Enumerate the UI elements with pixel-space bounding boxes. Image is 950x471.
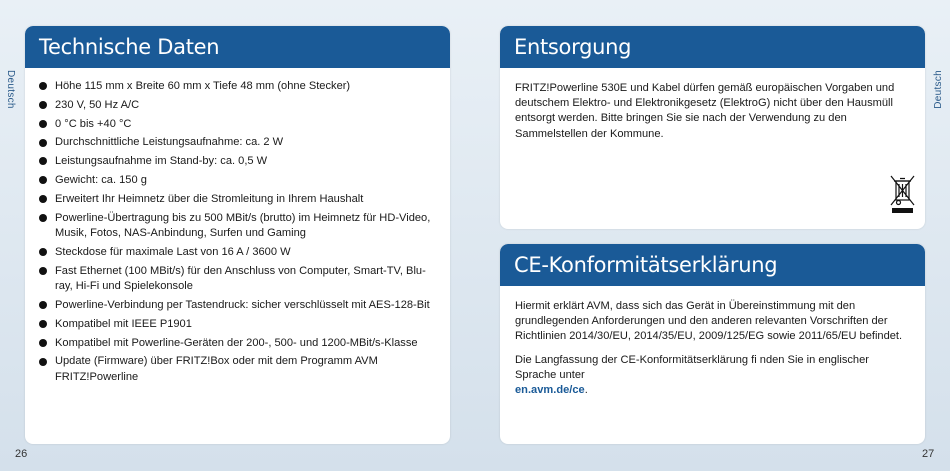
spec-item	[38, 211, 438, 242]
bullet-icon	[39, 358, 47, 366]
spec-item	[38, 245, 438, 261]
spec-item	[38, 298, 438, 314]
spec-item	[38, 79, 438, 95]
spec-text: Kompatibel mit Powerline-Geräten der 200-, 500- und 1200-MBit/s-Klasse	[55, 336, 418, 349]
spec-item	[38, 173, 438, 189]
spec-item	[38, 192, 438, 208]
spec-list	[25, 68, 450, 385]
spec-item	[38, 98, 438, 114]
bullet-icon	[39, 301, 47, 309]
ce-paragraph-2-text: Die Langfassung der CE-Konformitätserklärung fi nden Sie in englischer Sprache unter	[515, 353, 869, 381]
spec-item	[38, 354, 438, 385]
spec-text: 0 °C bis +40 °C	[55, 117, 132, 130]
ce-paragraph-2	[515, 353, 909, 399]
spec-text: Steckdose für maximale Last von 16 A / 3600 W	[55, 245, 291, 258]
bullet-icon	[39, 120, 47, 128]
spec-text: 230 V, 50 Hz A/C	[55, 98, 140, 111]
ce-declaration-title: CE-Konformitätserklärung	[500, 244, 925, 286]
page-number-left: 26	[15, 448, 28, 460]
ce-paragraph-1: Hiermit erklärt AVM, dass sich das Gerät in Übereinstimmung mit den grundlegenden Anforderungen und den anderen relevanten Vorschriften der Richtlinien 2014/30/EU, 2014/35/EU, 2009/125/EG sowie 2011/65/EU befindet.	[515, 300, 903, 343]
bullet-icon	[39, 195, 47, 203]
ce-link-suffix: .	[584, 384, 588, 397]
ce-declaration-card	[500, 244, 925, 444]
bullet-icon	[39, 176, 47, 184]
spec-item	[38, 264, 438, 295]
side-label-left: Deutsch	[5, 70, 16, 109]
bullet-icon	[39, 320, 47, 328]
disposal-card	[500, 26, 925, 229]
bullet-icon	[39, 267, 47, 275]
bullet-icon	[39, 82, 47, 90]
spec-text: Leistungsaufnahme im Stand-by: ca. 0,5 W	[55, 155, 268, 168]
page-number-right: 27	[922, 448, 935, 460]
bullet-icon	[39, 248, 47, 256]
spec-text: Update (Firmware) über FRITZ!Box oder mit dem Programm AVM FRITZ!Powerline	[55, 355, 378, 383]
spec-text: Kompatibel mit IEEE P1901	[55, 317, 192, 330]
spec-text: Powerline-Verbindung per Tastendruck: sicher verschlüsselt mit AES-128-Bit	[55, 298, 430, 311]
spec-text: Höhe 115 mm x Breite 60 mm x Tiefe 48 mm (ohne Stecker)	[55, 80, 351, 92]
bullet-icon	[39, 214, 47, 222]
bullet-icon	[39, 157, 47, 165]
spec-text: Durchschnittliche Leistungsaufnahme: ca. 2 W	[55, 136, 284, 149]
spec-text: Gewicht: ca. 150 g	[55, 173, 147, 186]
spec-text: Fast Ethernet (100 MBit/s) für den Anschluss von Computer, Smart-TV, Blu-ray, Hi-Fi und Spielekonsole	[55, 264, 426, 293]
spec-text: Powerline-Übertragung bis zu 500 MBit/s (brutto) im Heimnetz für HD-Video, Musik, Fotos, NAS-Anbindung, Surfen und Gaming	[55, 211, 431, 240]
spec-text: Erweitert Ihr Heimnetz über die Stromleitung in Ihrem Haushalt	[55, 192, 364, 205]
bullet-icon	[39, 339, 47, 347]
spec-item	[38, 317, 438, 333]
side-label-right: Deutsch	[933, 70, 944, 109]
disposal-title: Entsorgung	[500, 26, 925, 68]
disposal-text: FRITZ!Powerline 530E und Kabel dürfen gemäß europäischen Vorgaben und deutschem Elektro- und Elektronikgesetz (ElektroG) nicht über den Hausmüll entsorgt werden. Bitte bringen Sie sie nach der Verwendung zu den Sammelstellen der Kommune.	[515, 82, 895, 140]
spec-item	[38, 336, 438, 352]
technical-data-card	[25, 26, 450, 444]
spec-item	[38, 154, 438, 170]
bullet-icon	[39, 101, 47, 109]
bullet-icon	[39, 139, 47, 147]
spec-item	[38, 135, 438, 151]
crossed-out-wheelie-bin-icon	[889, 175, 916, 215]
technical-data-title: Technische Daten	[25, 26, 450, 68]
ce-link[interactable]: en.avm.de/ce	[515, 384, 585, 397]
spec-item	[38, 117, 438, 133]
